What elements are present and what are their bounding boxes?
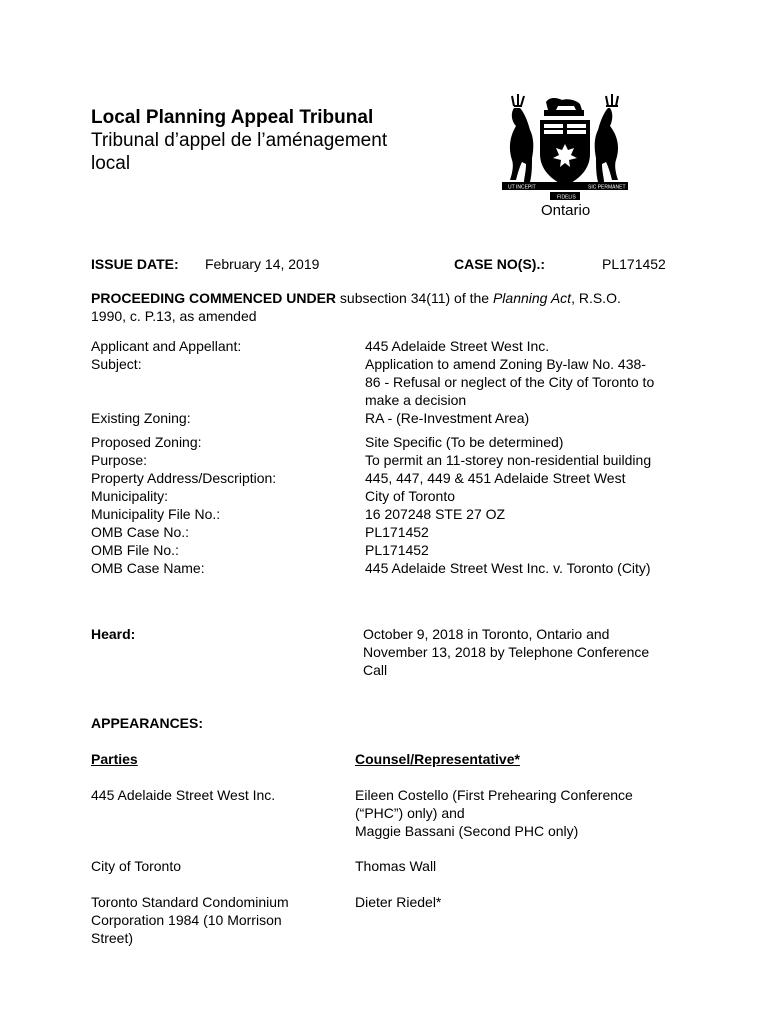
municipality-file-value: 16 207248 STE 27 OZ — [365, 506, 506, 522]
subject-line2: 86 - Refusal or neglect of the City of Toronto to — [365, 374, 655, 390]
counsel-1-line3: Maggie Bassani (Second PHC only) — [355, 823, 579, 839]
proposed-zoning-value: Site Specific (To be determined) — [365, 434, 564, 450]
planning-act: Planning Act — [492, 290, 572, 306]
applicant-label: Applicant and Appellant: — [91, 338, 242, 354]
proposed-zoning-label: Proposed Zoning: — [91, 434, 202, 450]
case-no-value: PL171452 — [602, 256, 666, 272]
logo-banner-left: UT INCEPIT — [508, 184, 536, 191]
ontario-wordmark: Ontario — [541, 202, 591, 219]
party-3-line1: Toronto Standard Condominium — [91, 894, 289, 910]
omb-case-label: OMB Case No.: — [91, 524, 190, 540]
tribunal-title-fr-line1: Tribunal d’appel de l’aménagement — [91, 130, 388, 151]
municipality-label: Municipality: — [91, 488, 169, 504]
heard-line3: Call — [363, 662, 388, 678]
purpose-label: Purpose: — [91, 452, 148, 468]
purpose-value: To permit an 11-storey non-residential building — [365, 452, 652, 468]
subject-line1: Application to amend Zoning By-law No. 438- — [365, 356, 646, 372]
property-label: Property Address/Description: — [91, 470, 277, 486]
counsel-1-line2: (“PHC”) only) and — [355, 805, 465, 821]
municipality-file-label: Municipality File No.: — [91, 506, 221, 522]
proceeding-bold: PROCEEDING COMMENCED UNDER — [91, 290, 337, 306]
ontario-coat-of-arms-logo — [500, 92, 630, 220]
tribunal-title-fr-line2: local — [91, 153, 131, 174]
omb-file-value: PL171452 — [365, 542, 429, 558]
party-3-line3: Street) — [91, 930, 134, 946]
omb-case-name-value: 445 Adelaide Street West Inc. v. Toronto (City) — [365, 560, 651, 576]
proceeding-text1: subsection 34(11) of the — [336, 290, 493, 306]
omb-case-value: PL171452 — [365, 524, 429, 540]
proceeding-line1 — [91, 289, 691, 307]
existing-zoning-label: Existing Zoning: — [91, 410, 191, 426]
subject-label: Subject: — [91, 356, 142, 372]
heard-line2: November 13, 2018 by Telephone Conference — [363, 644, 650, 660]
parties-header: Parties — [91, 751, 138, 767]
counsel-2-line1: Thomas Wall — [355, 858, 437, 874]
proceeding-text2: , R.S.O. — [571, 290, 621, 306]
issue-date-label: ISSUE DATE: — [91, 256, 179, 272]
property-value: 445, 447, 449 & 451 Adelaide Street West — [365, 470, 626, 486]
omb-case-name-label: OMB Case Name: — [91, 560, 205, 576]
case-no-label: CASE NO(S).: — [454, 256, 545, 272]
heard-label: Heard: — [91, 626, 136, 642]
heard-line1: October 9, 2018 in Toronto, Ontario and — [363, 626, 610, 642]
subject-line3: make a decision — [365, 392, 467, 408]
counsel-1-line1: Eileen Costello (First Prehearing Conference — [355, 787, 633, 803]
counsel-header: Counsel/Representative* — [355, 751, 520, 767]
applicant-value: 445 Adelaide Street West Inc. — [365, 338, 550, 354]
issue-date-value: February 14, 2019 — [205, 256, 320, 272]
logo-banner-mid: FIDELIS — [557, 194, 576, 201]
appearances-heading: APPEARANCES: — [91, 715, 204, 731]
party-1-line1: 445 Adelaide Street West Inc. — [91, 787, 276, 803]
counsel-3-line1: Dieter Riedel* — [355, 894, 442, 910]
omb-file-label: OMB File No.: — [91, 542, 179, 558]
party-3-line2: Corporation 1984 (10 Morrison — [91, 912, 282, 928]
proceeding-line2: 1990, c. P.13, as amended — [91, 308, 257, 324]
tribunal-title-en: Local Planning Appeal Tribunal — [91, 107, 374, 128]
logo-banner-right: SIC PERMANET — [588, 184, 626, 191]
existing-zoning-value: RA - (Re-Investment Area) — [365, 410, 530, 426]
municipality-value: City of Toronto — [365, 488, 456, 504]
party-2-line1: City of Toronto — [91, 858, 182, 874]
